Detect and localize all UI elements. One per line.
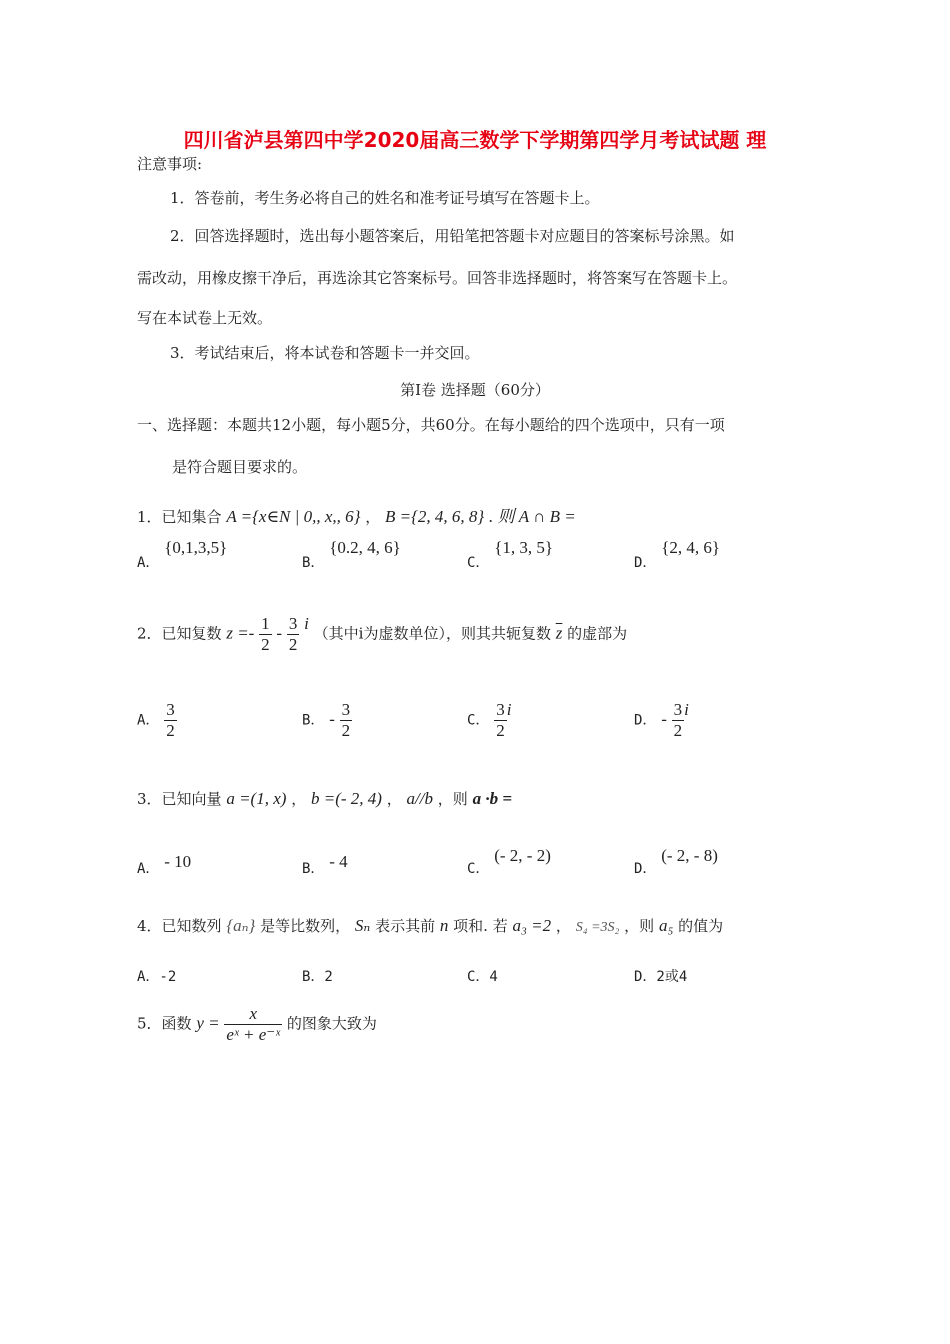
- q3-vector-a: a =(1, x): [226, 789, 287, 808]
- q2-option-d: [634, 700, 689, 741]
- section-intro-line-1: 一、选择题：本题共12小题，每小题5分，共60分。在每小题给的四个选项中，只有一项: [137, 416, 725, 434]
- q4-text-1: 是等比数列，: [260, 917, 351, 935]
- q2-suffix-2: 的虚部为: [567, 624, 628, 643]
- q4-a5: a₅: [658, 916, 674, 935]
- notice-heading: 注意事项:: [137, 155, 203, 173]
- q1-prefix: 1．已知集合: [137, 508, 222, 526]
- q3-option-a-value: - 10: [164, 852, 192, 871]
- q1-option-c-label: C．: [467, 555, 490, 571]
- q4-sn: Sₙ: [354, 916, 371, 935]
- notice-item-2-line-2: 需改动，用橡皮擦干净后，再选涂其它答案标号。回答非选择题时，将答案写在答题卡上。: [137, 269, 738, 287]
- q3-option-b-value: - 4: [329, 852, 348, 871]
- q5-y: y =: [196, 1013, 220, 1033]
- q3-option-a: [137, 852, 192, 878]
- q2-i: i: [304, 613, 309, 633]
- q4-text-2: 表示其前: [375, 917, 436, 935]
- q2-fraction-2: $\frac{3}{2}$: [288, 614, 298, 654]
- q2-minus: -: [276, 623, 283, 643]
- q4-n: n: [439, 916, 449, 935]
- q2-option-d-value: $\frac{3}{2}$: [673, 700, 683, 740]
- notice-item-2-line-3: 写在本试卷上无效。: [137, 309, 273, 327]
- question-3: [137, 788, 512, 809]
- q2-option-c-value: $\frac{3}{2}$: [496, 700, 505, 740]
- q4-s4: S₄ =3S₂: [575, 920, 620, 935]
- q3-option-d-value: (- 2, - 8): [661, 846, 718, 865]
- q1-comma: ，: [365, 508, 381, 526]
- q2-option-b-value: $\frac{3}{2}$: [341, 700, 351, 740]
- q1-set-b: B ={2, 4, 6, 8}: [385, 507, 485, 526]
- q4-option-a: A．-2: [137, 969, 177, 985]
- q4-text-5: 的值为: [678, 917, 724, 935]
- q1-option-b-label: B．: [302, 555, 325, 571]
- q2-option-c: [467, 700, 511, 741]
- q4-text-4: ，则: [624, 917, 655, 935]
- q4-sequence: {aₙ}: [226, 916, 256, 935]
- q4-option-d: D．2或4: [634, 969, 688, 985]
- section-heading: 第Ⅰ卷 选择题（60分）: [400, 381, 550, 399]
- q4-prefix: 4．已知数列: [137, 917, 222, 935]
- notice-item-3: 3．考试结束后，将本试卷和答题卡一并交回。: [170, 344, 480, 362]
- q1-option-a-label: A．: [137, 555, 160, 571]
- q3-option-c-value: (- 2, - 2): [494, 846, 551, 865]
- q2-option-b: [302, 700, 352, 741]
- q2-suffix: （其中i为虚数单位），则其共轭复数: [313, 624, 551, 643]
- q4-option-b: B．2: [302, 969, 333, 985]
- q1-suffix: . 则 A ∩ B =: [488, 507, 576, 526]
- notice-item-1: 1．答卷前，考生务必将自己的姓名和准考证号填写在答题卡上。: [170, 189, 600, 207]
- q2-option-a: [137, 700, 177, 741]
- q2-option-d-label: D．: [634, 712, 657, 729]
- q2-option-b-label: B．: [302, 712, 325, 729]
- q1-option-c: [467, 538, 554, 572]
- q2-option-d-i: i: [684, 699, 689, 719]
- q2-prefix: 2．已知复数: [137, 624, 222, 643]
- q2-option-a-label: A．: [137, 712, 160, 729]
- q5-suffix: 的图象大致为: [286, 1014, 377, 1033]
- q1-option-c-value: {1, 3, 5}: [494, 538, 554, 557]
- q1-option-a-value: {0,1,3,5}: [164, 538, 228, 557]
- page-title: 四川省泸县第四中学2020届高三数学下学期第四学月考试试题 理: [183, 128, 767, 152]
- q2-option-b-sign: -: [329, 709, 335, 729]
- q3-option-c-label: C．: [467, 861, 490, 877]
- q2-option-a-value: $\frac{3}{2}$: [166, 700, 175, 740]
- q1-option-d-label: D．: [634, 555, 657, 571]
- q3-option-d-label: D．: [634, 861, 657, 877]
- q3-dot-product: a ·b =: [472, 789, 513, 808]
- q4-option-c: C．4: [467, 969, 498, 985]
- q1-option-a: [137, 538, 228, 572]
- q4-sep: ，: [555, 917, 571, 935]
- q1-option-b: [302, 538, 401, 572]
- q1-option-d: [634, 538, 721, 572]
- q1-option-d-value: {2, 4, 6}: [661, 538, 721, 557]
- q3-sep-2: ，: [386, 790, 402, 808]
- question-2: [137, 614, 627, 655]
- question-1: [137, 502, 576, 527]
- q3-option-a-label: A．: [137, 861, 160, 877]
- section-intro-line-2: 是符合题目要求的。: [172, 458, 308, 476]
- q4-a3: a₃ =2: [512, 916, 552, 935]
- q2-option-d-sign: -: [661, 709, 667, 729]
- q3-option-c: [467, 846, 551, 878]
- q3-option-b-label: B．: [302, 861, 325, 877]
- q2-option-c-label: C．: [467, 712, 490, 729]
- q1-set-a: A ={x∈N | 0,, x,, 6}: [226, 507, 361, 526]
- question-4: [137, 915, 723, 936]
- q3-sep-1: ，: [291, 790, 307, 808]
- question-5: [137, 1004, 377, 1045]
- q3-option-b: [302, 852, 348, 878]
- q5-fraction: $\frac{x}{\text{eˣ + e⁻ˣ}}$: [226, 1004, 281, 1044]
- q3-parallel: a//b: [406, 789, 433, 808]
- q3-suffix: ，则: [437, 790, 468, 808]
- q1-option-b-value: {0.2, 4, 6}: [329, 538, 401, 557]
- notice-item-2-line-1: 2．回答选择题时，选出每小题答案后，用铅笔把答题卡对应题目的答案标号涂黑。如: [170, 227, 735, 245]
- q3-prefix: 3．已知向量: [137, 790, 222, 808]
- q2-option-c-i: i: [506, 699, 512, 719]
- q2-z: z =-: [226, 623, 255, 643]
- q2-zbar: $\overline{z}$: [555, 623, 563, 643]
- q4-text-3: 项和. 若: [453, 917, 508, 935]
- q2-fraction-1: $\frac{1}{2}$: [261, 614, 270, 654]
- q3-option-d: [634, 846, 718, 878]
- q3-vector-b: b =(- 2, 4): [311, 789, 382, 808]
- q5-prefix: 5．函数: [137, 1014, 192, 1033]
